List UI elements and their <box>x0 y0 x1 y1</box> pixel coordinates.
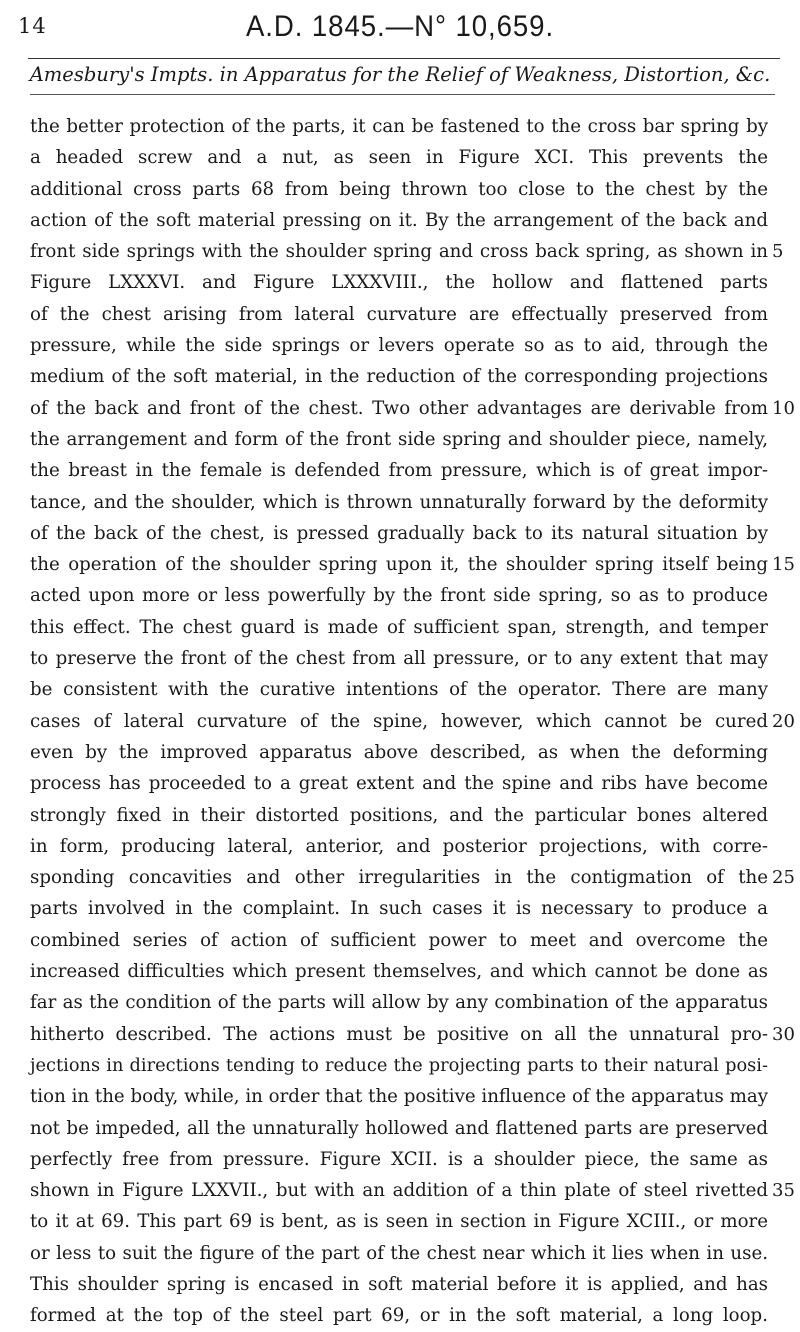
text-line: hitherto described. The actions must be positive on all the unnatural pro- <box>30 1023 768 1045</box>
text-line: the breast in the female is defended from pressure, which is of great impor- <box>30 460 768 482</box>
text-line: the arrangement and form of the front side spring and shoulder piece, namely, <box>30 428 768 450</box>
text-line: additional cross parts 68 from being thrown too close to the chest by the <box>30 178 768 200</box>
text-line: strongly fixed in their distorted positions, and the particular bones altered <box>30 804 768 826</box>
text-line: combined series of action of sufficient power to meet and overcome the <box>30 929 768 951</box>
header-rule <box>28 58 780 59</box>
text-line: in form, producing lateral, anterior, and posterior projections, with corre- <box>30 835 768 857</box>
text-line: of the back of the chest, is pressed gradually back to its natural situation by <box>30 522 768 544</box>
text-line: of the chest arising from lateral curvature are effectually preserved from <box>30 303 768 325</box>
text-line: be consistent with the curative intentions of the operator. There are many <box>30 679 768 701</box>
text-line: tance, and the shoulder, which is thrown unnaturally forward by the deformity <box>30 491 768 513</box>
text-line: medium of the soft material, in the reduction of the corresponding projections <box>30 366 768 388</box>
text-line: This shoulder spring is encased in soft material before it is applied, and has <box>30 1273 768 1295</box>
page-number: 14 <box>18 14 47 38</box>
text-line: pressure, while the side springs or levers operate so as to aid, through the <box>30 335 768 357</box>
text-line: front side springs with the shoulder spring and cross back spring, as shown in <box>30 241 768 263</box>
document-subtitle: Amesbury's Impts. in Apparatus for the Relief of Weakness, Distortion, &c. <box>29 63 771 86</box>
margin-line-number: 15 <box>772 554 795 576</box>
text-line: the operation of the shoulder spring upon it, the shoulder spring itself being <box>30 554 768 576</box>
text-line: the better protection of the parts, it can be fastened to the cross bar spring by <box>30 116 768 137</box>
text-line: of the back and front of the chest. Two other advantages are derivable from <box>30 397 768 419</box>
text-line: shown in Figure LXXVII., but with an addition of a thin plate of steel rivetted <box>30 1180 768 1202</box>
margin-line-number: 5 <box>772 241 784 263</box>
text-line: or less to suit the figure of the part of the chest near which it lies when in use. <box>30 1242 768 1264</box>
text-line: tion in the body, while, in order that the positive influence of the apparatus may <box>30 1086 769 1108</box>
text-line: action of the soft material pressing on it. By the arrangement of the back and <box>30 209 768 231</box>
text-line: sponding concavities and other irregularities in the contigmation of the <box>30 867 768 889</box>
margin-line-number: 35 <box>772 1180 795 1202</box>
text-line: process has proceeded to a great extent and the spine and ribs have become <box>30 773 768 795</box>
text-line: not be impeded, all the unnaturally hollowed and flattened parts are preserved <box>30 1117 768 1139</box>
text-line: cases of lateral curvature of the spine, however, which cannot be cured <box>30 710 768 732</box>
text-line: far as the condition of the parts will allow by any combination of the apparatus <box>30 992 768 1014</box>
margin-line-number: 25 <box>772 867 795 889</box>
text-line: this effect. The chest guard is made of sufficient span, strength, and temper <box>30 616 768 638</box>
text-line: a headed screw and a nut, as seen in Figure XCI. This prevents the <box>30 147 768 169</box>
margin-line-number: 30 <box>772 1023 795 1045</box>
margin-line-number: 20 <box>772 710 795 732</box>
body-text <box>30 111 768 1332</box>
subtitle-rule <box>30 94 775 95</box>
margin-line-number: 10 <box>772 397 795 419</box>
text-line: increased difficulties which present themselves, and which cannot be done as <box>30 961 768 983</box>
text-line: jections in directions tending to reduce the projecting parts to their natural posi- <box>30 1054 768 1076</box>
text-line: formed at the top of the steel part 69, or in the soft material, a long loop. <box>30 1305 768 1327</box>
text-line: perfectly free from pressure. Figure XCII. is a shoulder piece, the same as <box>30 1148 768 1170</box>
running-head: A.D. 1845.—N° 10,659. <box>245 10 555 43</box>
text-line: parts involved in the complaint. In such cases it is necessary to produce a <box>30 898 768 920</box>
text-line: acted upon more or less powerfully by the front side spring, so as to produce <box>30 585 768 607</box>
text-line: Figure LXXXVI. and Figure LXXXVIII., the hollow and flattened parts <box>30 272 768 294</box>
text-line: to preserve the front of the chest from all pressure, or to any extent that may <box>30 648 768 670</box>
text-line: to it at 69. This part 69 is bent, as is seen in section in Figure XCIII., or more <box>30 1211 768 1233</box>
text-line: even by the improved apparatus above described, as when the deforming <box>30 741 768 763</box>
